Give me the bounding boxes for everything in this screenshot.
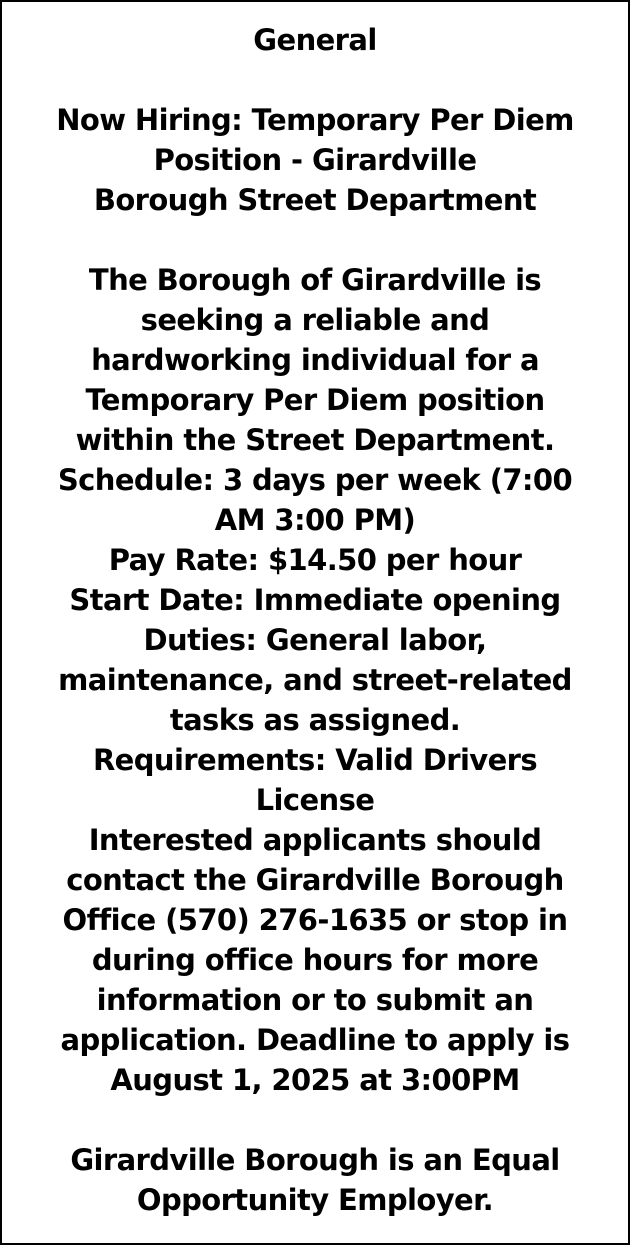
contact-line: during office hours for more — [91, 943, 539, 977]
headline-line: Position - Girardville — [153, 143, 477, 177]
ad-headline — [20, 100, 610, 220]
schedule-line: Schedule: 3 days per week (7:00 — [57, 463, 573, 497]
headline-line: Borough Street Department — [93, 183, 537, 217]
body-line: within the Street Department. — [75, 423, 555, 457]
contact-line: contact the Girardville Borough — [66, 863, 564, 897]
spacer — [20, 60, 610, 100]
schedule-line: AM 3:00 PM) — [214, 503, 416, 537]
pay-rate-line: Pay Rate: $14.50 per hour — [108, 543, 522, 577]
ad-body — [20, 260, 610, 1100]
ad-category: General — [253, 23, 377, 57]
footer-line: Girardville Borough is an Equal — [70, 1143, 560, 1177]
requirements-line: Requirements: Valid Drivers — [92, 743, 538, 777]
contact-line: information or to submit an — [96, 983, 534, 1017]
deadline-line: August 1, 2025 at 3:00PM — [110, 1063, 520, 1097]
deadline-line: application. Deadline to apply is — [60, 1023, 570, 1057]
contact-line: Office (570) 276-1635 or stop in — [62, 903, 568, 937]
body-line: hardworking individual for a — [91, 343, 539, 377]
spacer — [20, 220, 610, 260]
body-line: Temporary Per Diem position — [85, 383, 545, 417]
duties-line: Duties: General labor, — [143, 623, 487, 657]
footer-line: Opportunity Employer. — [136, 1183, 494, 1217]
start-date-line: Start Date: Immediate opening — [69, 583, 561, 617]
duties-line: maintenance, and street-related — [58, 663, 572, 697]
ad-footer — [20, 1140, 610, 1220]
body-line: seeking a reliable and — [140, 303, 490, 337]
contact-line: Interested applicants should — [88, 823, 542, 857]
spacer — [20, 1100, 610, 1140]
body-line: The Borough of Girardville is — [88, 263, 542, 297]
requirements-line: License — [255, 783, 375, 817]
duties-line: tasks as assigned. — [169, 703, 461, 737]
headline-line: Now Hiring: Temporary Per Diem — [56, 103, 574, 137]
